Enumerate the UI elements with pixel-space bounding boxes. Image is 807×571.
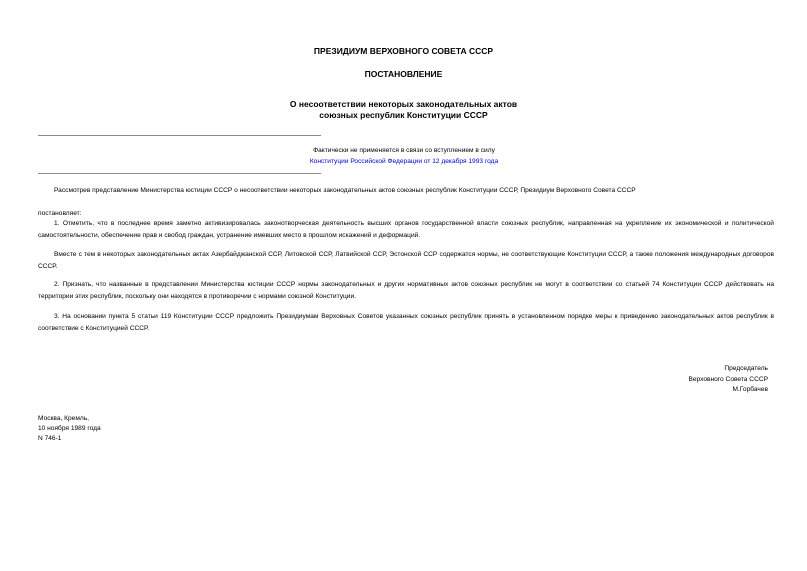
preamble: Рассмотрев представление Министерства юстиции СССР о несоответствии некоторых законодательных актов союзных республик Конституции СССР, Президиум Верховного Совета СССР [54, 187, 636, 194]
date: 10 ноября 1989 года [38, 425, 101, 432]
document-type: ПОСТАНОВЛЕНИЕ [364, 69, 443, 79]
status-note-text: Фактически не применяется в связи со вступлением в силу [313, 147, 495, 154]
document-title-line-2: союзных республик Конституции СССР [319, 110, 488, 120]
signature-position-1: Председатель [724, 365, 768, 372]
resolves-word: постановляет: [38, 210, 82, 217]
status-note-link-line [279, 157, 529, 167]
document-number: N 746-1 [38, 435, 62, 442]
document-title-line-1: О несоответствии некоторых законодательных актов [289, 99, 518, 109]
paragraph-1: 1. Отметить, что в последнее время заметно активизировалась законотворческая деятельность высших органов государственной власти союзных республик, направленная на укрепление их экономической и политической самостоятельности, обеспечение прав и свобод граждан, устранение имевших место в прошлом искажений и деформаций. [38, 220, 774, 239]
paragraph-2: 2. Признать, что названные в представлении Министерства юстиции СССР нормы законодательных и других нормативных актов союзных республик не могут в соответствии со статьей 74 Конституции СССР действовать на территории этих республик, поскольку они находятся в противоречии с нормами союзной Конституции. [38, 281, 774, 300]
divider-bottom [38, 173, 321, 174]
constitution-rf-link[interactable]: Конституции Российской Федерации от 12 декабря 1993 года [309, 158, 499, 165]
signature-position-2: Верховного Совета СССР [688, 376, 768, 383]
divider-top [38, 135, 321, 136]
place: Москва, Кремль, [38, 415, 89, 422]
paragraph-3: 3. На основании пункта 5 статьи 119 Конституции СССР предложить Президиумам Верховных Советов указанных союзных республик принять в установленном порядке меры к приведению законодательных актов республик в соответствие с Конституцией СССР. [38, 313, 774, 332]
issuing-organ: ПРЕЗИДИУМ ВЕРХОВНОГО СОВЕТА СССР [313, 46, 494, 56]
signature-name: М.Горбачев [732, 386, 768, 393]
paragraph-1b: Вместе с тем в некоторых законодательных актах Азербайджанской ССР, Литовской ССР, Латвийской ССР, Эстонской ССР содержатся нормы, не соответствующие Конституции СССР, а также положения международных договоров СССР. [38, 251, 774, 270]
